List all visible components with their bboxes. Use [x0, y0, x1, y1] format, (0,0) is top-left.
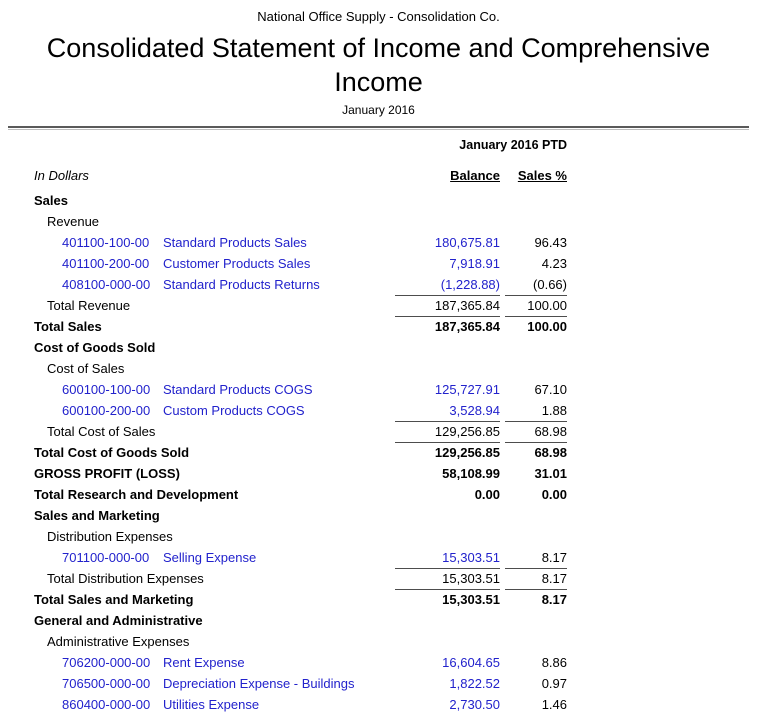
report-period: January 2016: [342, 103, 415, 117]
row-label: Distribution Expenses: [47, 529, 173, 544]
sales-pct-value: 8.17: [541, 550, 567, 565]
account-label: [34, 653, 395, 673]
sales-pct-value: 68.98: [505, 442, 567, 463]
row-label: General and Administrative: [34, 613, 203, 628]
total-row: [0, 442, 757, 463]
sales-pct-value: 8.17: [505, 589, 567, 610]
balance-value[interactable]: 1,822.52: [449, 676, 500, 691]
column-header-sales-pct: Sales %: [517, 168, 567, 183]
account-name-link[interactable]: Custom Products COGS: [163, 403, 305, 418]
account-label: [34, 548, 395, 568]
balance-value: 15,303.51: [395, 568, 500, 589]
sales-pct-value: 0.97: [541, 676, 567, 691]
account-row: [0, 652, 757, 673]
section-row: [0, 337, 757, 358]
subsection-row: [0, 526, 757, 547]
sales-pct-value: (0.66): [533, 277, 567, 292]
sales-pct-value: 8.86: [541, 655, 567, 670]
balance-value[interactable]: 3,528.94: [449, 403, 500, 418]
balance-value: 58,108.99: [442, 466, 500, 481]
total-row: [0, 589, 757, 610]
account-row: [0, 232, 757, 253]
account-row: [0, 547, 757, 568]
account-name-link[interactable]: Rent Expense: [163, 655, 245, 670]
sales-pct-value: 1.46: [541, 697, 567, 712]
balance-value[interactable]: 125,727.91: [434, 382, 500, 397]
row-label: Total Distribution Expenses: [47, 571, 204, 586]
row-label: Revenue: [47, 214, 100, 229]
row-label: Total Research and Development: [34, 487, 239, 502]
balance-value[interactable]: (1,228.88): [440, 277, 500, 292]
account-number-link[interactable]: 706500-000-00: [62, 676, 151, 691]
account-name-link[interactable]: Selling Expense: [163, 550, 257, 565]
row-label: Sales: [34, 193, 68, 208]
sales-pct-value: 1.88: [541, 403, 567, 418]
account-number-link[interactable]: 706200-000-00: [62, 655, 151, 670]
balance-value: 129,256.85: [395, 442, 500, 463]
row-label: Total Cost of Goods Sold: [34, 445, 190, 460]
account-number-link[interactable]: 401100-200-00: [62, 256, 150, 271]
subsection-row: [0, 631, 757, 652]
report-rows: [0, 190, 757, 715]
row-label: Total Sales: [34, 319, 102, 334]
total-row: [0, 484, 757, 505]
balance-value[interactable]: 7,918.91: [449, 256, 500, 271]
unit-label: In Dollars: [34, 168, 89, 183]
account-number-link[interactable]: 401100-100-00: [62, 235, 150, 250]
total-row: [0, 316, 757, 337]
account-number-link[interactable]: 600100-200-00: [62, 403, 151, 418]
header-divider: [8, 126, 749, 130]
column-header-balance: Balance: [450, 168, 500, 183]
subtotal-row: [0, 568, 757, 589]
account-number-link[interactable]: 701100-000-00: [62, 550, 150, 565]
account-row: [0, 694, 757, 715]
account-name-link[interactable]: Depreciation Expense - Buildings: [163, 676, 355, 691]
row-label: Total Sales and Marketing: [34, 592, 194, 607]
account-name-link[interactable]: Standard Products Sales: [163, 235, 307, 250]
account-label: [34, 233, 395, 253]
subsection-row: [0, 358, 757, 379]
account-number-link[interactable]: 408100-000-00: [62, 277, 151, 292]
sales-pct-value: 100.00: [505, 316, 567, 337]
column-group-header: January 2016 PTD: [459, 138, 567, 152]
report-title: Consolidated Statement of Income and Comprehensive Income: [46, 33, 711, 97]
balance-value[interactable]: 180,675.81: [434, 235, 500, 250]
section-row: [0, 505, 757, 526]
balance-value: 129,256.85: [395, 421, 500, 442]
account-label: [34, 380, 395, 400]
account-row: [0, 274, 757, 295]
account-name-link[interactable]: Standard Products COGS: [163, 382, 313, 397]
balance-value[interactable]: 16,604.65: [442, 655, 500, 670]
account-label: [34, 401, 395, 421]
sales-pct-value: 8.17: [505, 568, 567, 589]
balance-value: 187,365.84: [395, 316, 500, 337]
subsection-row: [0, 211, 757, 232]
section-row: [0, 610, 757, 631]
account-number-link[interactable]: 600100-100-00: [62, 382, 151, 397]
table-header-row: [0, 165, 757, 186]
row-label: Cost of Goods Sold: [34, 340, 156, 355]
row-label: Total Cost of Sales: [47, 424, 156, 439]
account-row: [0, 673, 757, 694]
balance-value: 187,365.84: [395, 295, 500, 316]
subtotal-row: [0, 421, 757, 442]
sales-pct-value: 31.01: [534, 466, 567, 481]
sales-pct-value: 0.00: [541, 487, 567, 502]
row-label: Cost of Sales: [47, 361, 125, 376]
account-name-link[interactable]: Utilities Expense: [163, 697, 260, 712]
balance-value[interactable]: 2,730.50: [449, 697, 500, 712]
row-label: Administrative Expenses: [47, 634, 190, 649]
account-label: [34, 254, 395, 274]
balance-value[interactable]: 15,303.51: [442, 550, 500, 565]
sales-pct-value: 100.00: [505, 295, 567, 316]
account-row: [0, 400, 757, 421]
sales-pct-value: 68.98: [505, 421, 567, 442]
section-row: [0, 190, 757, 211]
account-label: [34, 275, 395, 295]
account-name-link[interactable]: Standard Products Returns: [163, 277, 320, 292]
account-number-link[interactable]: 860400-000-00: [62, 697, 151, 712]
total-row: [0, 463, 757, 484]
account-row: [0, 379, 757, 400]
account-name-link[interactable]: Customer Products Sales: [163, 256, 311, 271]
balance-value: 15,303.51: [395, 589, 500, 610]
account-row: [0, 253, 757, 274]
sales-pct-value: 96.43: [534, 235, 567, 250]
account-label: [34, 695, 395, 715]
row-label: GROSS PROFIT (LOSS): [34, 466, 180, 481]
account-label: [34, 674, 395, 694]
sales-pct-value: 67.10: [534, 382, 567, 397]
subtotal-row: [0, 295, 757, 316]
balance-value: 0.00: [474, 487, 500, 502]
sales-pct-value: 4.23: [541, 256, 567, 271]
row-label: Total Revenue: [47, 298, 131, 313]
row-label: Sales and Marketing: [34, 508, 160, 523]
company-name: National Office Supply - Consolidation Co.: [257, 9, 500, 24]
